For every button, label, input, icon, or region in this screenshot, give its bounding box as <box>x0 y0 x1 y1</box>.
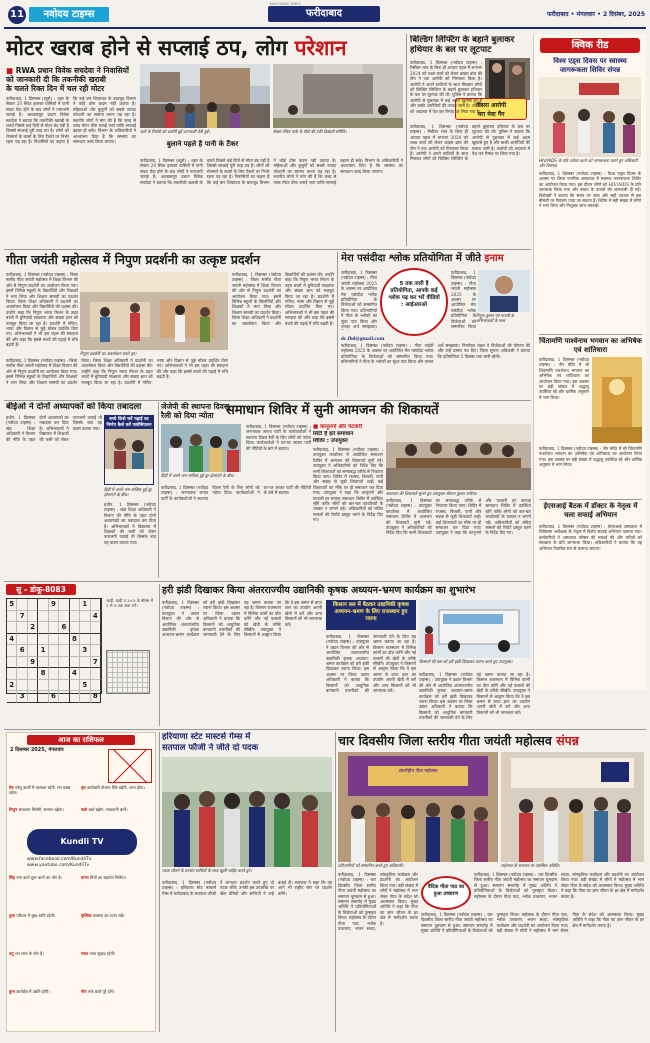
teachers-body: हथीन, 1 दिसम्बर (नवोदय टाइम्स) : खंड शिक्षा अधिकारी ने विभाग की नीति के तहत दोनों अध्यापकों का तबादला कर दिया है। अभिभावकों ने विद्यालय में शिक्षकों की कमी को लेकर नाराजगी जताई थी जिसके बाद यह कदम उठाया गया। <box>6 415 102 442</box>
building-badge-line2: धरा मेवा गैंग <box>477 111 505 118</box>
sudoku-cell <box>38 634 48 646</box>
sudoku-grid <box>6 598 102 700</box>
sudoku-cell: 4 <box>7 634 17 646</box>
haryali-body-2: फरीदाबाद, 1 दिसम्बर (नवोदय टाइम्स) : उपायुक्त ने उद्यान विभाग की ओर से आयोजित अंतरराज्यीय उद्यानिकी कृषक अध्ययन-भ्रमण कार्यक्रम को हरी झंडी दिखाकर रवाना किया। इस अवसर पर जिला उद्यान अधिकारी ने बताया कि किसानों को आधुनिक बागवानी तकनीकों की जानकारी देने के लिए यह भ्रमण कराया जा रहा है। किसान राजस्थान में विभिन्न फार्मों का दौरा करेंगे और नई फसलों की खेती के तरीके सीखेंगे। उपायुक्त ने किसानों से आह्वान किया कि वे इस भ्रमण से प्राप्त ज्ञान का उपयोग अपनी खेती में करें और अन्य किसानों को भी जागरूक करें। <box>326 634 416 694</box>
sudoku-cell: 5 <box>80 680 90 692</box>
sudoku-cell: 4 <box>91 611 101 623</box>
sudoku-cell <box>91 622 101 634</box>
lead-body: फरीदाबाद, 1 दिसम्बर (ब्यूरो) : शहर के सेक्टर 20 स्थित इलाका वासियों में पानी संकट पैदा होने के बाद लोगों ने नाराजगी जताई है। आरडब्ल्यूए प्रधान विवेक सचदेवा ने बताया कि तकनीकी खराबी के चलते पिछले कई दिनों से मोटर बंद पड़ी है जिससे सप्लाई पूरी तरह ठप है। लोगों को रोजमर्रा के कामों के लिए टैंकरों पर निर्भर रहना पड़ रहा है। निवासियों का कहना है कि कई बार शिकायत के बावजूद विभाग ने कोई ठोस कदम नहीं उठाया है। महिलाओं और बुजुर्गों को सबसे ज्यादा परेशानी का सामना करना पड़ रहा है। स्थानीय लोगों ने मांग की है कि जल्द से जल्द मोटर ठीक कराई जाए ताकि सप्लाई बहाल हो सके। विभाग के अधिकारियों ने आश्वासन दिया है कि समस्या का समाधान जल्द किया जाएगा। <box>6 96 136 145</box>
sudoku-cell <box>49 657 59 669</box>
rashifal-sign-text: यात्रा सुखद रहेगी। <box>89 951 116 956</box>
sudoku-cell <box>17 622 27 634</box>
mahotsav-banner-text: अंतर्राष्ट्रीय गीता महोत्सव <box>398 769 438 774</box>
rashifal-sign-name: मेष <box>9 785 16 790</box>
shloka-email: dc.fbd@gmail.com <box>341 336 385 341</box>
samadhan-kicker <box>313 424 383 445</box>
rashifal-title: आज का राशिफल <box>27 735 135 745</box>
rashifal-sign-entry <box>9 807 79 827</box>
rashifal-sign-entry <box>81 807 151 827</box>
city-banner: फरीदाबाद <box>268 6 380 22</box>
sudoku-cell <box>7 645 17 657</box>
rashifal-sign-name: वृश्चिक <box>81 913 93 918</box>
sudoku-cell: 7 <box>91 657 101 669</box>
masters-photo <box>162 757 332 867</box>
samadhan-kicker-3: शिविर : उपायुक्त <box>313 438 348 444</box>
quickread-item2-head: चिंतामणि पार्श्वनाथ भगवान का अभिषेक एवं शांतिधारा <box>539 337 642 354</box>
sudoku-cell <box>7 668 17 680</box>
rashifal-sign-entry <box>81 989 151 1009</box>
sudoku-cell <box>7 611 17 623</box>
shloka-body-2: फरीदाबाद, 1 दिसम्बर (नवोदय टाइम्स) : गीता जयंती महोत्सव 2025 के अवसर पर आयोजित मेरा पसंदीदा श्लोक प्रतियोगिता के विजेताओं को सम्मानित किया <box>451 270 476 330</box>
quickread-item2-body-2: फरीदाबाद, 1 दिसम्बर (नवोदय टाइम्स) : जैन मंदिर में श्री चिंतामणि पार्श्वनाथ भगवान का अभिषेक एवं शांतिधारा का आयोजन किया गया। इस अवसर पर बड़ी संख्या में श्रद्धालु उपस्थित रहे और धार्मिक अनुष्ठान में भाग लिया। <box>539 446 642 468</box>
gita-photo-image <box>80 272 228 350</box>
sudoku-cell <box>80 611 90 623</box>
lead-headline <box>6 35 401 61</box>
shloka-callout: 5 तक जारी है प्रतियोगिता, आपके कई श्लोक पढ़ कर भरें वीडियो : आईआरओ <box>380 268 448 336</box>
samadhan-body: फरीदाबाद, 1 दिसम्बर (नवोदय टाइम्स) : उपायुक्त कार्यालय में आयोजित समाधान शिविर में आमजन की शिकायतें सुनी गईं। उपायुक्त ने अधिकारियों को निर्देश दिए कि सभी शिकायतों का समयबद्ध तरीके से निपटारा किया जाए। शिविर में राजस्व, बिजली, पानी और सड़क से जुड़ी शिकायतें आईं। कई शिकायतों का मौके पर ही समाधान कर दिया गया। उपायुक्त ने कहा कि कानूनगो और पटवारी हर सप्ताह समाधान शिविर में उपस्थित रहेंगे ताकि लोगों को बार-बार कार्यालयों के चक्कर न लगाने पड़ें। अधिकारियों को लंबित मामलों की रिपोर्ट प्रस्तुत करने के निर्देश दिए गए। <box>313 447 383 523</box>
sudoku-cell <box>38 622 48 634</box>
sudoku-cell <box>70 622 80 634</box>
sudoku-cell <box>17 634 27 646</box>
jjp-photo-image <box>161 424 241 472</box>
haryali-body: फरीदाबाद, 1 दिसम्बर (नवोदय टाइम्स) : उपायुक्त ने उद्यान विभाग की ओर से आयोजित अंतरराज्यीय उद्यानिकी कृषक अध्ययन-भ्रमण कार्यक्रम को हरी झंडी दिखाकर रवाना किया। इस अवसर पर जिला उद्यान अधिकारी ने बताया कि किसानों को आधुनिक बागवानी तकनीकों की जानकारी देने के लिए यह भ्रमण कराया जा रहा है। किसान राजस्थान में विभिन्न फार्मों का दौरा करेंगे और नई फसलों की खेती के तरीके सीखेंगे। उपायुक्त ने किसानों से आह्वान किया कि वे इस भ्रमण से प्राप्त ज्ञान का उपयोग अपनी खेती में करें और अन्य किसानों को भी जागरूक करें। <box>162 600 322 638</box>
building-headline-line2: हथियार के बल पर लूटपाट <box>410 45 492 55</box>
building-body: फरीदाबाद, 1 दिसम्बर (नवोदय टाइम्स) : रिसीवर भाव के बिना ही आयात पहल में लगभग 2024 को लक्ष्य कार्य को लेकर क्राइम ब्रांच की टीम ने एक आरोपी को गिरफ्तार किया है। आरोपी ने अपने साथियों के साथ मिलकर लोगों को बिल्डिंग लिफ्टिंग के बहाने बुलाकर हथियार के बल पर लूटपाट की थी। पुलिस ने बताया कि आरोपी से पूछताछ में कई अहम खुलासे हुए हैं और बाकी आरोपियों की तलाश जारी है। आरोपी को अदालत में पेश कर रिमांड पर लिया गया है। <box>410 60 482 114</box>
rashifal-brand: Kundli TV <box>27 829 137 855</box>
sudoku-cell <box>49 634 59 646</box>
sudoku-cell <box>80 622 90 634</box>
rashifal-fb: www.facebook.com/KundliTv <box>27 857 92 862</box>
sudoku-cell <box>80 657 90 669</box>
sudoku-cell <box>91 680 101 692</box>
rashifal-sign-name: मकर <box>81 951 90 956</box>
sudoku-cell <box>38 611 48 623</box>
rashifal-sign-text: खर्च बढ़ेगा, सावधानी बरतें। <box>88 807 128 812</box>
sudoku-cell <box>7 691 17 703</box>
shloka-body: फरीदाबाद, 1 दिसम्बर (नवोदय टाइम्स) : गीता जयंती महोत्सव 2025 के अवसर पर आयोजित मेरा पसंदीदा श्लोक प्रतियोगिता के विजेताओं को सम्मानित किया गया। प्रतिभागियों ने गीता के श्लोकों का सुंदर पाठ किया और उनका अर्थ समझाया। <box>341 270 377 330</box>
masters-headline <box>162 732 332 754</box>
quickread-item3-body: फरीदाबाद, 1 दिसम्बर (नवोदय टाइम्स) : ईएसआई अस्पताल में चिकित्सा अधीक्षक के नेतृत्व में विशेष सफाई अभियान चलाया गया। कर्मचारियों ने अस्पताल परिसर की सफाई की और मरीजों को स्वच्छता के प्रति जागरूक किया। अधिकारियों ने बताया कि यह अभियान नियमित रूप से चलाया जाएगा। <box>539 524 642 551</box>
quickread-item2-photo <box>592 357 642 443</box>
sudoku-cell <box>59 645 69 657</box>
sudoku-cell <box>17 680 27 692</box>
building-headline-line1: बिल्डिंग लिफ्टिंग के बहाने बुलाकर <box>410 35 515 45</box>
rashifal-sign-entry <box>81 913 151 933</box>
quickread-item1-caption: HIV/AIDS के प्रति अवेयर करने को जागरूकता करते हुए अधिकारी और विशेषज्ञ <box>539 158 638 168</box>
sudoku-cell <box>59 611 69 623</box>
lead-photo-2-image <box>273 64 403 128</box>
sudoku-cell <box>38 657 48 669</box>
jjp-caption: हिंदी में अपने नाम मालिक हुई दूर होलाएंगे के बीच। <box>161 473 235 478</box>
sudoku-cell <box>28 645 38 657</box>
lead-kicker-line2: को जानकारी दी कि तकनीकी खराबी <box>6 75 106 84</box>
building-photo-image <box>485 58 530 100</box>
building-photo <box>485 58 530 100</box>
sudoku-cell <box>49 668 59 680</box>
quickread-item1-body: फरीदाबाद, 1 दिसम्बर (नवोदय टाइम्स) : विश्व एड्स दिवस के अवसर पर जिला नागरिक अस्पताल में स्वास्थ्य जागरूकता शिविर का आयोजन किया गया। इस दौरान लोगों को HIV/AIDS के प्रति जागरूक किया गया और बचाव के उपायों की जानकारी दी गई। विशेषज्ञों ने बताया कि समय पर जांच और सही उपचार से इस बीमारी पर नियंत्रण पाया जा सकता है। शिविर में बड़ी संख्या में लोगों ने भाग लिया और निशुल्क जांच करवाई। <box>539 171 641 209</box>
haryali-photo-image <box>419 600 530 658</box>
lead-photo-image <box>140 64 270 128</box>
sudoku-cell <box>7 657 17 669</box>
sudoku-cell <box>49 645 59 657</box>
sudoku-cell: 9 <box>28 657 38 669</box>
rashifal-sign-text: मित्रों का सहयोग मिलेगा। <box>90 875 126 880</box>
lead-side-head: बुलाने पहले है पानी के टैंकर <box>166 140 239 148</box>
sudoku-cell <box>28 680 38 692</box>
rashifal-box <box>6 732 156 1032</box>
samadhan-caption: समाधान की शिकायतें सुनते हुए उपायुक्त श्रीमान कुमार मारिया। <box>386 491 477 496</box>
jjp-headline-line1: जेजेपी की स्थापना दिवस <box>161 402 229 411</box>
sudoku-cell: 7 <box>17 611 27 623</box>
rashifal-sign-entry <box>81 785 151 805</box>
shloka-caption: निपुण कुमार एवं गायत्री के अभिभावकों के साथ <box>476 313 515 323</box>
sudoku-cell <box>28 599 38 611</box>
mahotsav-caption-1: प्रतिभागियों को सम्मानित करते हुए अधिकारी। <box>338 863 404 868</box>
samadhan-kicker-1: ■ कानूनगो और पटवारी <box>313 424 363 430</box>
quickread-item2-body: फरीदाबाद, 1 दिसम्बर (नवोदय टाइम्स) : जैन मंदिर में श्री चिंतामणि पार्श्वनाथ भगवान का अभिषेक एवं शांतिधारा का आयोजन किया गया। इस अवसर पर बड़ी संख्या में श्रद्धालु उपस्थित रहे और धार्मिक अनुष्ठान में भाग लिया। <box>539 357 589 400</box>
gita-photo <box>80 272 228 350</box>
sudoku-cell: 1 <box>80 599 90 611</box>
rashifal-sign-entry <box>9 913 79 933</box>
rashifal-sign-name: कर्क <box>81 807 89 812</box>
mahotsav-headline <box>338 732 644 749</box>
samadhan-kicker-2: सिटी है हर्ते समाधान <box>313 431 354 437</box>
building-headline <box>410 35 528 55</box>
teachers-box-head: बच्चे किसे करें पढ़ाई का निर्णय कैसे करें एसोसिएशन <box>106 417 152 428</box>
quickread-item2-photo-image <box>592 357 642 443</box>
rashifal-yt: www.youtube.com/KundliTv <box>27 863 90 868</box>
mahotsav-photo-2 <box>501 752 644 862</box>
samadhan-headline: समाधान शिविर में सुनी आमजन की शिकायतें <box>226 403 439 418</box>
rashifal-sign-text: परिवार में सुख शांति रहेगी। <box>16 913 56 918</box>
building-badge-line1: तीसरा आरोपी <box>475 102 507 109</box>
sudoku-cell <box>70 680 80 692</box>
rashifal-sign-text: कारोबारी योजना सिरे चढ़ेगी, लाभ होगा। <box>86 785 145 790</box>
sudoku-cell <box>59 668 69 680</box>
mahotsav-body-3: फरीदाबाद, 1 दिसम्बर (नवोदय टाइम्स) : चार दिवसीय जिला स्तरीय गीता जयंती महोत्सव का समापन धूमधाम से हुआ। समापन समारोह में मुख्य अतिथि ने प्रतियोगिताओं के विजेताओं को पुरस्कृत किया। महोत्सव के दौरान गीता पाठ, श्लोक उच्चारण, भजन संध्या, सांस्कृतिक कार्यक्रम और प्रदर्शनी का आयोजन किया गया। बड़ी संख्या में लोगों ने महोत्सव में भाग लेकर गीता के संदेश को आत्मसात किया। मुख्य अतिथि ने कहा कि गीता का ज्ञान जीवन के हर क्षेत्र में मार्गदर्शन करता है। <box>474 872 644 899</box>
sudoku-cell <box>38 691 48 703</box>
quickread-item1-head: विश्व एड्स दिवस पर स्वास्थ्य जागरूकता शिविर संपन्न <box>553 57 627 74</box>
quickread-column <box>533 34 646 690</box>
rashifal-date: 2 दिसम्बर 2025, मंगलवार <box>10 747 64 753</box>
sudoku-cell: 9 <box>49 599 59 611</box>
lead-photo-2-caption: सेक्टर स्थित पार्क के पीछे की टंकी दिखाती समिति। <box>273 129 347 134</box>
gita-body-2: फरीदाबाद, 1 दिसम्बर (नवोदय टाइम्स) : जिला स्तरीय गीता जयंती महोत्सव में शिक्षा विभाग की ओर से निपुण प्रदर्शनी का आयोजन किया गया। इसमें विभिन्न स्कूलों के विद्यार्थियों और शिक्षकों ने भाग लिया और शिक्षण सामग्री का प्रदर्शन किया। जिला शिक्षा अधिकारी ने प्रदर्शनी का अवलोकन किया और विद्यार्थियों की प्रशंसा की। उन्होंने कहा कि निपुण भारत मिशन के तहत बच्चों में बुनियादी साक्षरता और संख्या ज्ञान को मजबूत किया जा रहा है। प्रदर्शनी में गणित, भाषा और विज्ञान से जुड़े मॉडल प्रदर्शित किए गए। अभिभावकों ने भी इस पहल की सराहना की और कहा कि इससे बच्चों की पढ़ाई में रुचि बढ़ती है। <box>6 358 228 385</box>
teachers-body-2: हथीन, 1 दिसम्बर (नवोदय टाइम्स) : खंड शिक्षा अधिकारी ने विभाग की नीति के तहत दोनों अध्यापकों का तबादला कर दिया है। अभिभावकों ने विद्यालय में शिक्षकों की कमी को लेकर नाराजगी जताई थी जिसके बाद यह कदम उठाया गया। <box>104 502 156 545</box>
rashifal-sign-entry <box>9 875 79 895</box>
haryali-highlight: किसान बस में बैठकर उद्यानिकी कृषक अध्ययन-भ्रमण के लिए राजस्थान हुए रवाना <box>326 600 416 630</box>
sudoku-box <box>6 584 156 726</box>
rashifal-sign-name: सिंह <box>9 875 17 880</box>
lead-headline-accent: परेशान <box>294 36 347 60</box>
gita-body: फरीदाबाद, 1 दिसम्बर (नवोदय टाइम्स) : जिला स्तरीय गीता जयंती महोत्सव में शिक्षा विभाग की ओर से निपुण प्रदर्शनी का आयोजन किया गया। इसमें विभिन्न स्कूलों के विद्यार्थियों और शिक्षकों ने भाग लिया और शिक्षण सामग्री का प्रदर्शन किया। जिला शिक्षा अधिकारी ने प्रदर्शनी का अवलोकन किया और विद्यार्थियों की प्रशंसा की। उन्होंने कहा कि निपुण भारत मिशन के तहत बच्चों में बुनियादी साक्षरता और संख्या ज्ञान को मजबूत किया जा रहा है। प्रदर्शनी में गणित, भाषा और विज्ञान से जुड़े मॉडल प्रदर्शित किए गए। अभिभावकों ने भी इस पहल की सराहना की और कहा कि इससे बच्चों की पढ़ाई में रुचि बढ़ती है। <box>6 272 78 348</box>
samadhan-photo <box>386 424 531 490</box>
rashifal-sign-text: कार्यक्षेत्र में उन्नति होगी। <box>16 989 50 994</box>
rashifal-sign-text: नया कार्य शुरू करने का योग है। <box>16 875 63 880</box>
sudoku-cell <box>28 691 38 703</box>
rashifal-sign-entry <box>9 989 79 1009</box>
shloka-photo-image <box>478 270 530 312</box>
rashifal-sign-entry <box>9 951 79 971</box>
sudoku-cell <box>91 645 101 657</box>
sudoku-cell <box>17 657 27 669</box>
sudoku-cell <box>7 622 17 634</box>
masters-caption: पदक जीतने के उपरांत साथियों के साथ खुशी जाहिर करते हुए। <box>162 868 252 873</box>
rashifal-sign-text: रुके कार्य पूरे होंगे। <box>88 989 115 994</box>
sudoku-cell: 8 <box>70 634 80 646</box>
sudoku-cell <box>49 680 59 692</box>
sudoku-cell: 3 <box>17 691 27 703</box>
quickread-item3-head: ईएसआई बैठक में डॉक्टर के नेतृत्व में चला सफाई अभियान <box>543 502 638 519</box>
sudoku-cell: 6 <box>59 622 69 634</box>
sudoku-cell <box>28 668 38 680</box>
sudoku-cell <box>70 691 80 703</box>
rashifal-sign-name: मिथुन <box>9 807 19 812</box>
gita-body-3: फरीदाबाद, 1 दिसम्बर (नवोदय टाइम्स) : जिला स्तरीय गीता जयंती महोत्सव में शिक्षा विभाग की ओर से निपुण प्रदर्शनी का आयोजन किया गया। इसमें विभिन्न स्कूलों के विद्यार्थियों और शिक्षकों ने भाग लिया और शिक्षण सामग्री का प्रदर्शन किया। जिला शिक्षा अधिकारी ने प्रदर्शनी का अवलोकन किया और विद्यार्थियों की प्रशंसा की। उन्होंने कहा कि निपुण भारत मिशन के तहत बच्चों में बुनियादी साक्षरता और संख्या ज्ञान को मजबूत किया जा रहा है। प्रदर्शनी में गणित, भाषा और विज्ञान से जुड़े मॉडल प्रदर्शित किए गए। अभिभावकों ने भी इस पहल की सराहना की और कहा कि इससे बच्चों की पढ़ाई में रुचि बढ़ती है। <box>232 272 334 326</box>
sudoku-cell <box>17 599 27 611</box>
shloka-body-3: फरीदाबाद, 1 दिसम्बर (नवोदय टाइम्स) : गीता जयंती महोत्सव 2025 के अवसर पर आयोजित मेरा पसंदीदा श्लोक प्रतियोगिता के विजेताओं को सम्मानित किया गया। प्रतिभागियों ने गीता के श्लोकों का सुंदर पाठ किया और उनका अर्थ समझाया। निर्णायक मंडल ने विजेताओं की घोषणा की और उन्हें प्रमाण पत्र दिए। जिला सूचना अधिकारी ने बताया कि प्रतियोगिता 5 दिसंबर तक जारी रहेगी। <box>341 343 530 365</box>
quickread-title: क्विक रीड <box>540 38 640 53</box>
brand-logo: नवोदय टाइम्स <box>29 7 109 22</box>
lead-photo-caption: फटी के रिकॉर्ड को दर्शाती हुई जानकारी देती हुई। <box>140 129 210 134</box>
teachers-box <box>104 415 154 485</box>
shloka-photo <box>478 270 530 312</box>
samadhan-photo-image <box>386 424 531 490</box>
rashifal-sign-name: धनु <box>9 951 16 956</box>
sudoku-cell <box>91 668 101 680</box>
rashifal-sign-name: तुला <box>9 913 17 918</box>
sudoku-cell <box>59 634 69 646</box>
rashifal-sign-text: धन लाभ के योग हैं। <box>15 951 44 956</box>
masters-headline-line1: हरियाणा स्टेट मास्टर्स गेम्स में <box>162 732 251 742</box>
top-tiny-label: NAVODAYA TIMES <box>270 2 301 6</box>
sudoku-cell <box>70 611 80 623</box>
quickread-item1-photo-image <box>539 77 641 157</box>
lead-kicker-line1: RWA प्रधान विवेक सचदेवा ने निवासियों <box>15 66 129 75</box>
mahotsav-headline-text: चार दिवसीय जिला स्तरीय गीता जयंती महोत्सव <box>338 733 557 748</box>
sudoku-cell <box>49 611 59 623</box>
building-body-2: फरीदाबाद, 1 दिसम्बर (नवोदय टाइम्स) : रिसीवर भाव के बिना ही आयात पहल में लगभग 2024 को लक्ष्य कार्य को लेकर क्राइम ब्रांच की टीम ने एक आरोपी को गिरफ्तार किया है। आरोपी ने अपने साथियों के साथ मिलकर लोगों को बिल्डिंग लिफ्टिंग के बहाने बुलाकर हथियार के बल पर लूटपाट की थी। पुलिस ने बताया कि आरोपी से पूछताछ में कई अहम खुलासे हुए हैं और बाकी आरोपियों की तलाश जारी है। आरोपी को अदालत में पेश कर रिमांड पर लिया गया है। <box>410 124 530 162</box>
haryali-body-3: फरीदाबाद, 1 दिसम्बर (नवोदय टाइम्स) : उपायुक्त ने उद्यान विभाग की ओर से आयोजित अंतरराज्यीय उद्यानिकी कृषक अध्ययन-भ्रमण कार्यक्रम को हरी झंडी दिखाकर रवाना किया। इस अवसर पर जिला उद्यान अधिकारी ने बताया कि किसानों को आधुनिक बागवानी तकनीकों की जानकारी देने के लिए यह भ्रमण कराया जा रहा है। किसान राजस्थान में विभिन्न फार्मों का दौरा करेंगे और नई फसलों की खेती के तरीके सीखेंगे। उपायुक्त ने किसानों से आह्वान किया कि वे इस भ्रमण से प्राप्त ज्ञान का उपयोग अपनी खेती में करें और अन्य किसानों को भी जागरूक करें। <box>419 672 530 721</box>
dateline: फरीदाबाद • मंगलवार • 2 दिसंबर, 2025 <box>547 11 645 18</box>
lead-kicker: ■ RWA प्रधान विवेक सचदेवा ने निवासियों को जानकारी दी कि तकनीकी खराबी के चलते रिक्त दिन में चल रही मोटर <box>6 66 136 93</box>
sudoku-cell: 1 <box>38 645 48 657</box>
jjp-headline-line2: रैली को दिया न्योता <box>161 411 214 420</box>
sudoku-cell <box>70 645 80 657</box>
teachers-headline: बीईओ ने दोनों अध्यापकों को किया तबादला <box>6 402 142 412</box>
lead-photo-2 <box>273 64 403 128</box>
lead-kicker-line3: के चलते रिक्त दिन में चल रही मोटर <box>6 84 105 93</box>
lead-headline-text: मोटर खराब होने से सप्लाई ठप, लोग <box>6 36 295 60</box>
sudoku-cell <box>59 657 69 669</box>
sudoku-cell <box>59 680 69 692</box>
sudoku-cell: 6 <box>49 691 59 703</box>
sudoku-help: आड़ी, खड़ी व 3×3 के बॉक्स में 1 से 9 तक अंक भरें। <box>106 598 153 608</box>
sudoku-cell <box>28 611 38 623</box>
mahotsav-headline-accent: संपन्न <box>556 733 579 748</box>
rashifal-sign-text: सफलता मिलेगी, सम्मान बढ़ेगा। <box>18 807 64 812</box>
teachers-caption: हिंदी में अपने नाम मालिक हुई दूर होलाएंगे के बीच। <box>104 487 152 497</box>
mahotsav-photo-2-image <box>501 752 644 862</box>
shloka-headline <box>341 252 531 266</box>
sudoku-cell <box>91 599 101 611</box>
sudoku-cell <box>59 599 69 611</box>
rashifal-kundli-chart <box>108 749 152 783</box>
sudoku-cell <box>80 634 90 646</box>
sudoku-cell <box>49 622 59 634</box>
rashifal-sign-name: मीन <box>81 989 89 994</box>
sudoku-cell <box>80 668 90 680</box>
masters-body: फरीदाबाद, 1 दिसम्बर (नवोदय टाइम्स) : हरियाणा स्टेट मास्टर्स गेम्स में फरीदाबाद के सतपाल फौजी ने शानदार प्रदर्शन करते हुए दो पदक जीते। उनकी इस उपलब्धि पर खेल प्रेमियों और साथियों ने उन्हें बधाई दी। सतपाल ने कहा कि वह आगे भी राष्ट्रीय स्तर पर प्रदर्शन करेंगे। <box>162 880 332 896</box>
sudoku-title: सु – डोकू-8083 <box>6 584 76 595</box>
sudoku-cell <box>70 599 80 611</box>
shloka-headline-text: मेरा पसंदीदा श्लोक प्रतियोगिता में जीते <box>341 253 485 264</box>
sudoku-cell <box>91 634 101 646</box>
haryali-headline: हरी झंडी दिखाकर किया अंतरराज्यीय उद्यानिकी कृषक अध्ययन-भ्रमण कार्यक्रम का शुभारंभ <box>162 585 476 596</box>
sudoku-cell <box>70 657 80 669</box>
mahotsav-body-2: फरीदाबाद, 1 दिसम्बर (नवोदय टाइम्स) : चार दिवसीय जिला स्तरीय गीता जयंती महोत्सव का समापन धूमधाम से हुआ। समापन समारोह में मुख्य अतिथि ने प्रतियोगिताओं के विजेताओं को पुरस्कृत किया। महोत्सव के दौरान गीता पाठ, श्लोक उच्चारण, भजन संध्या, सांस्कृतिक कार्यक्रम और प्रदर्शनी का आयोजन किया गया। बड़ी संख्या में लोगों ने महोत्सव में भाग लेकर गीता के संदेश को आत्मसात किया। मुख्य अतिथि ने कहा कि गीता का ज्ञान जीवन के हर क्षेत्र में मार्गदर्शन करता है। <box>421 912 644 934</box>
mahotsav-callout: वैदिक गीता पाठ का हुआ उच्चारण <box>421 876 471 910</box>
gita-caption: निपुण प्रदर्शनी का अवलोकन करते हुए। <box>80 351 137 356</box>
sudoku-cell: 3 <box>80 645 90 657</box>
sudoku-cell <box>59 691 69 703</box>
sudoku-cell: 8 <box>91 691 101 703</box>
masters-photo-image <box>162 757 332 867</box>
mahotsav-caption-2: महोत्सव के समापन पर उपस्थित अतिथि। <box>501 863 560 868</box>
shloka-headline-accent: इनाम <box>484 253 504 264</box>
samadhan-body-2: फरीदाबाद, 1 दिसम्बर (नवोदय टाइम्स) : उपायुक्त कार्यालय में आयोजित समाधान शिविर में आमजन की शिकायतें सुनी गईं। उपायुक्त ने अधिकारियों को निर्देश दिए कि सभी शिकायतों का समयबद्ध तरीके से निपटारा किया जाए। शिविर में राजस्व, बिजली, पानी और सड़क से जुड़ी शिकायतें आईं। कई शिकायतों का मौके पर ही समाधान कर दिया गया। उपायुक्त ने कहा कि कानूनगो और पटवारी हर सप्ताह समाधान शिविर में उपस्थित रहेंगे ताकि लोगों को बार-बार कार्यालयों के चक्कर न लगाने पड़ें। अधिकारियों को लंबित मामलों की रिपोर्ट प्रस्तुत करने के निर्देश दिए गए। <box>386 498 531 536</box>
rashifal-sign-entry <box>9 785 79 805</box>
rashifal-sign-text: घरेलू कार्यों में व्यस्तता रहेगी, मन प्रसन्न रहेगा। <box>9 785 71 795</box>
sudoku-cell <box>38 599 48 611</box>
sudoku-cell: 2 <box>7 680 17 692</box>
lead-body-2: फरीदाबाद, 1 दिसम्बर (ब्यूरो) : शहर के सेक्टर 20 स्थित इलाका वासियों में पानी संकट पैदा होने के बाद लोगों ने नाराजगी जताई है। आरडब्ल्यूए प्रधान विवेक सचदेवा ने बताया कि तकनीकी खराबी के चलते पिछले कई दिनों से मोटर बंद पड़ी है जिससे सप्लाई पूरी तरह ठप है। लोगों को रोजमर्रा के कामों के लिए टैंकरों पर निर्भर रहना पड़ रहा है। निवासियों का कहना है कि कई बार शिकायत के बावजूद विभाग ने कोई ठोस कदम नहीं उठाया है। महिलाओं और बुजुर्गों को सबसे ज्यादा परेशानी का सामना करना पड़ रहा है। स्थानीय लोगों ने मांग की है कि जल्द से जल्द मोटर ठीक कराई जाए ताकि सप्लाई बहाल हो सके। विभाग के अधिकारियों ने आश्वासन दिया है कि समस्या का समाधान जल्द किया जाएगा। <box>140 158 403 185</box>
haryali-photo <box>419 600 530 658</box>
sudoku-cell: 2 <box>28 622 38 634</box>
sudoku-cell: 8 <box>38 668 48 680</box>
gita-headline: गीता जयंती महोत्सव में निपुण प्रदर्शनी का उत्कृष्ट प्रदर्शन <box>6 252 261 267</box>
page-number-badge: 11 <box>8 6 26 24</box>
quickread-item1-photo <box>539 77 641 157</box>
rashifal-sign-name: वृष <box>81 785 87 790</box>
sudoku-cell <box>28 634 38 646</box>
sudoku-cell: 4 <box>70 668 80 680</box>
masters-headline-line2: सतपाल फौजी ने जीते दो पदक <box>162 743 259 753</box>
haryali-caption: किसानों की बस को हरी झंडी दिखाकर रवाना करते हुए उपायुक्त। <box>419 659 513 664</box>
rashifal-sign-entry <box>81 875 151 895</box>
lead-photo <box>140 64 270 128</box>
sudoku-cell <box>80 691 90 703</box>
rashifal-sign-text: स्वास्थ्य का ध्यान रखें। <box>92 913 125 918</box>
mahotsav-body: फरीदाबाद, 1 दिसम्बर (नवोदय टाइम्स) : चार दिवसीय जिला स्तरीय गीता जयंती महोत्सव का समापन धूमधाम से हुआ। समापन समारोह में मुख्य अतिथि ने प्रतियोगिताओं के विजेताओं को पुरस्कृत किया। महोत्सव के दौरान गीता पाठ, श्लोक उच्चारण, भजन संध्या, सांस्कृतिक कार्यक्रम और प्रदर्शनी का आयोजन किया गया। बड़ी संख्या में लोगों ने महोत्सव में भाग लेकर गीता के संदेश को आत्मसात किया। मुख्य अतिथि ने कहा कि गीता का ज्ञान जीवन के हर क्षेत्र में मार्गदर्शन करता है। <box>338 872 418 932</box>
sudoku-cell <box>38 680 48 692</box>
jjp-body-2: फरीदाबाद, 1 दिसम्बर (नवोदय टाइम्स) : जननायक जनता पार्टी के कार्यकर्ताओं ने स्थापना दिवस रैली के लिए लोगों को न्योता दिया। कार्यकर्ताओं ने घर-घर जाकर पार्टी की नीतियों के बारे में बताया। <box>246 424 311 451</box>
rashifal-sign-entry <box>81 951 151 971</box>
sudoku-answer-grid <box>106 650 150 694</box>
jjp-body: फरीदाबाद, 1 दिसम्बर (नवोदय टाइम्स) : जननायक जनता पार्टी के कार्यकर्ताओं ने स्थापना दिवस रैली के लिए लोगों को न्योता दिया। कार्यकर्ताओं ने घर-घर जाकर पार्टी की नीतियों के बारे में बताया। <box>161 485 311 501</box>
sudoku-cell <box>17 668 27 680</box>
rashifal-sign-name: कन्या <box>81 875 91 880</box>
sudoku-cell: 5 <box>7 599 17 611</box>
jjp-photo <box>161 424 241 472</box>
sudoku-cell: 6 <box>17 645 27 657</box>
rashifal-sign-name: कुंभ <box>9 989 17 994</box>
teachers-box-photo <box>105 429 153 469</box>
